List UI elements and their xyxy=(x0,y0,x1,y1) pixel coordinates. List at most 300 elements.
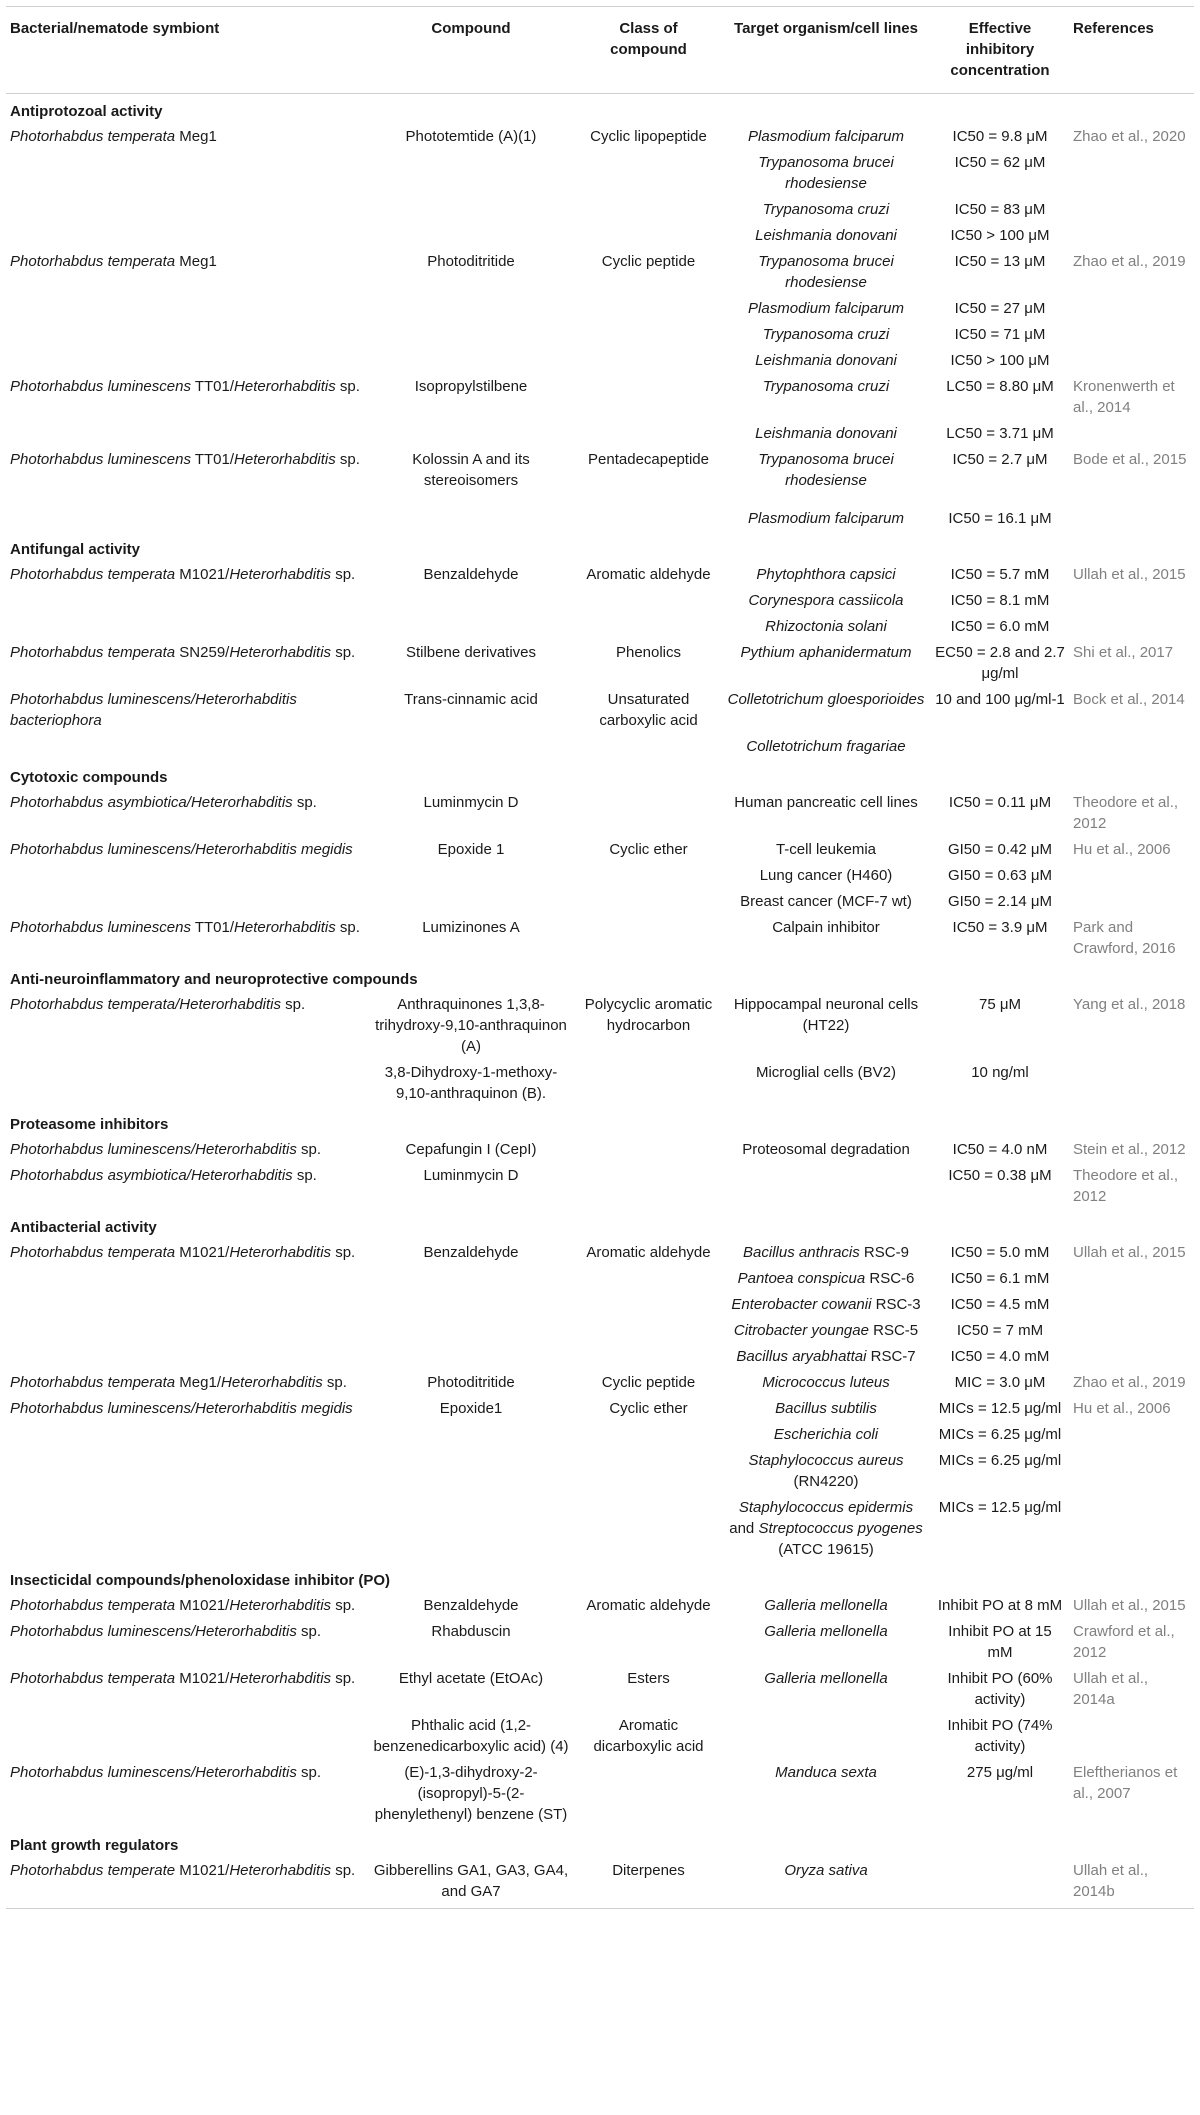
concentration-cell: GI50 = 2.14 μM xyxy=(947,893,1053,910)
symbiont-cell xyxy=(6,374,366,421)
reference-cell: Zhao et al., 2019 xyxy=(1073,253,1186,270)
reference-cell: Ullah et al., 2015 xyxy=(1073,1244,1186,1261)
header-concentration: Effective inhibitory concentration xyxy=(931,7,1069,94)
text-run: Heterorhabditis xyxy=(229,1244,332,1261)
text-run: Photorhabdus temperata xyxy=(10,253,176,270)
table-row xyxy=(6,837,1194,863)
section-title: Plant growth regulators xyxy=(10,1837,179,1854)
table-row xyxy=(6,1292,1194,1318)
symbiont-cell xyxy=(6,1495,366,1563)
section-title: Insecticidal compounds/phenoloxidase inhibitor (PO) xyxy=(10,1572,391,1589)
symbiont-cell xyxy=(6,790,366,837)
reference-cell xyxy=(1069,296,1194,322)
reference-cell xyxy=(1069,1060,1194,1107)
compound-cell: Cepafungin I (CepI) xyxy=(405,1141,537,1158)
concentration-cell: MICs = 6.25 μg/ml xyxy=(938,1452,1062,1469)
target-cell xyxy=(721,1344,931,1370)
target-cell xyxy=(721,1593,931,1619)
symbiont-cell xyxy=(6,837,366,863)
text-run: Phytophthora capsici xyxy=(756,566,896,583)
text-run: Plasmodium falciparum xyxy=(748,510,904,527)
text-run: Heterorhabditis xyxy=(229,644,332,661)
text-run: sp. xyxy=(335,919,360,936)
text-run: Photorhabdus asymbiotica/Heterorhabditis xyxy=(10,1167,293,1184)
class-cell xyxy=(576,1619,721,1666)
table-row xyxy=(6,734,1194,760)
compound-cell xyxy=(366,1344,576,1370)
text-run: Colletotrichum gloesporioides xyxy=(727,691,925,708)
table-row xyxy=(6,588,1194,614)
symbiont-cell xyxy=(6,150,366,197)
text-run: Galleria mellonella xyxy=(764,1670,888,1687)
text-run: RSC-7 xyxy=(866,1348,916,1365)
table-row xyxy=(6,1593,1194,1619)
table-row xyxy=(6,1240,1194,1266)
reference-cell: Ullah et al., 2014b xyxy=(1069,1858,1194,1909)
symbiont-cell xyxy=(6,197,366,223)
section-title: Antiprotozoal activity xyxy=(10,103,163,120)
text-run: Trypanosoma brucei rhodesiense xyxy=(758,253,894,291)
concentration-cell: IC50 = 0.11 μM xyxy=(948,794,1052,811)
reference-cell: Zhao et al., 2019 xyxy=(1073,1374,1186,1391)
concentration-cell: IC50 = 2.7 μM xyxy=(952,451,1048,468)
concentration-cell: GI50 = 0.42 μM xyxy=(947,841,1053,858)
reference-cell xyxy=(1069,889,1194,915)
concentration-cell: IC50 = 4.0 nM xyxy=(952,1141,1048,1158)
compound-cell xyxy=(366,588,576,614)
table-row xyxy=(6,640,1194,687)
table-row xyxy=(6,197,1194,223)
target-cell xyxy=(721,915,931,962)
text-run: Photorhabdus temperata xyxy=(10,566,176,583)
target-cell xyxy=(721,1619,931,1666)
section-title: Antibacterial activity xyxy=(10,1219,157,1236)
text-run: Galleria mellonella xyxy=(764,1623,888,1640)
compound-cell: Ethyl acetate (EtOAc) xyxy=(398,1670,544,1687)
table-row xyxy=(6,348,1194,374)
symbiont-cell xyxy=(6,889,366,915)
concentration-cell: LC50 = 3.71 μM xyxy=(946,425,1054,442)
text-run: Photorhabdus temperata xyxy=(10,1670,176,1687)
reference-cell xyxy=(1069,150,1194,197)
reference-cell: Kronenwerth et al., 2014 xyxy=(1073,378,1175,416)
reference-cell xyxy=(1069,1448,1194,1495)
target-cell xyxy=(721,296,931,322)
text-run: Microglial cells (BV2) xyxy=(755,1064,897,1081)
reference-cell xyxy=(1069,348,1194,374)
concentration-cell: 10 ng/ml xyxy=(971,1064,1029,1081)
compound-cell: Epoxide1 xyxy=(439,1400,503,1417)
class-cell xyxy=(576,1163,721,1210)
class-cell xyxy=(576,588,721,614)
text-run: sp. xyxy=(331,644,356,661)
compound-cell xyxy=(366,150,576,197)
table-row xyxy=(6,1858,1194,1909)
symbiont-cell xyxy=(6,1396,366,1422)
reference-cell xyxy=(1069,863,1194,889)
table-row xyxy=(6,1422,1194,1448)
class-cell xyxy=(576,197,721,223)
reference-cell: Ullah et al., 2014a xyxy=(1073,1670,1149,1708)
table-row xyxy=(6,992,1194,1060)
text-run: sp. xyxy=(292,1167,317,1184)
text-run: Photorhabdus temperata xyxy=(10,644,176,661)
text-run: M1021/ xyxy=(175,1862,230,1879)
text-run: Corynespora cassiicola xyxy=(748,592,904,609)
reference-cell xyxy=(1069,322,1194,348)
text-run: Photorhabdus temperata xyxy=(10,128,176,145)
section-title: Proteasome inhibitors xyxy=(10,1116,169,1133)
text-run: Enterobacter cowanii xyxy=(731,1296,872,1313)
concentration-cell: 75 μM xyxy=(979,996,1021,1013)
reference-cell: Ullah et al., 2015 xyxy=(1073,1597,1186,1614)
compound-cell: Phthalic acid (1,2-benzenedicarboxylic acid) (4) xyxy=(373,1717,569,1755)
section-title: Anti-neuroinflammatory and neuroprotective compounds xyxy=(10,971,418,988)
compound-cell xyxy=(366,223,576,249)
table-row xyxy=(6,494,1194,532)
concentration-cell: IC50 > 100 μM xyxy=(950,227,1050,244)
class-cell xyxy=(576,296,721,322)
class-cell xyxy=(576,421,721,447)
text-run: RSC-6 xyxy=(865,1270,915,1287)
text-run: sp. xyxy=(281,996,306,1013)
target-cell xyxy=(721,1760,931,1828)
table-row xyxy=(6,1448,1194,1495)
concentration-cell: IC50 = 3.9 μM xyxy=(952,919,1048,936)
text-run: RSC-9 xyxy=(859,1244,909,1261)
class-cell xyxy=(576,1137,721,1163)
text-run: Heterorhabditis xyxy=(234,378,336,395)
symbiont-cell xyxy=(6,992,366,1060)
header-class: Class of compound xyxy=(576,7,721,94)
concentration-cell: MIC = 3.0 μM xyxy=(954,1374,1046,1391)
symbiont-cell xyxy=(6,734,366,760)
target-cell xyxy=(721,421,931,447)
compounds-table xyxy=(6,6,1194,1909)
compound-cell: Lumizinones A xyxy=(422,919,520,936)
symbiont-cell xyxy=(6,1163,366,1210)
target-cell xyxy=(721,1163,931,1210)
concentration-cell: IC50 = 6.0 mM xyxy=(950,618,1050,635)
concentration-cell: EC50 = 2.8 and 2.7 μg/ml xyxy=(935,644,1065,682)
class-cell: Aromatic aldehyde xyxy=(586,1244,711,1261)
class-cell xyxy=(576,889,721,915)
symbiont-cell xyxy=(6,1858,366,1909)
text-run: sp. xyxy=(296,1764,322,1781)
text-run: sp. xyxy=(296,1623,322,1640)
class-cell: Phenolics xyxy=(615,644,682,661)
symbiont-cell xyxy=(6,1760,366,1828)
table-row xyxy=(6,1266,1194,1292)
concentration-cell: IC50 = 27 μM xyxy=(954,300,1046,317)
symbiont-cell xyxy=(6,447,366,494)
target-cell xyxy=(721,734,931,760)
compound-cell: Photoditritide xyxy=(427,253,515,270)
text-run: TT01/ xyxy=(190,378,235,395)
concentration-cell: IC50 = 71 μM xyxy=(954,326,1046,343)
text-run: Manduca sexta xyxy=(775,1764,877,1781)
compound-cell xyxy=(366,197,576,223)
concentration-cell: Inhibit PO (74% activity) xyxy=(947,1717,1053,1755)
text-run: Heterorhabditis xyxy=(220,1374,323,1391)
reference-cell: Theodore et al., 2012 xyxy=(1073,794,1179,832)
header-references: References xyxy=(1069,7,1194,94)
symbiont-cell xyxy=(6,863,366,889)
table-body xyxy=(6,94,1194,1909)
text-run: RSC-3 xyxy=(871,1296,921,1313)
table-row xyxy=(6,889,1194,915)
reference-cell: Ullah et al., 2015 xyxy=(1073,566,1186,583)
concentration-cell: IC50 = 7 mM xyxy=(956,1322,1044,1339)
concentration-cell: IC50 = 13 μM xyxy=(954,253,1046,270)
target-cell xyxy=(721,1422,931,1448)
text-run: Leishmania donovani xyxy=(755,425,897,442)
symbiont-cell xyxy=(6,1619,366,1666)
class-cell xyxy=(576,374,721,421)
text-run: sp. xyxy=(331,1597,356,1614)
class-cell: Cyclic peptide xyxy=(601,253,696,270)
symbiont-cell xyxy=(6,1593,366,1619)
text-run: Bacillus aryabhattai xyxy=(736,1348,867,1365)
target-cell xyxy=(721,447,931,494)
table-row xyxy=(6,296,1194,322)
compound-cell xyxy=(366,1318,576,1344)
class-cell: Cyclic ether xyxy=(609,841,688,858)
text-run: Photorhabdus temperata xyxy=(10,1374,176,1391)
table-row xyxy=(6,124,1194,150)
symbiont-cell xyxy=(6,1666,366,1713)
text-run: Pythium aphanidermatum xyxy=(740,644,912,661)
section-header-row xyxy=(6,1210,1194,1240)
class-cell: Cyclic lipopeptide xyxy=(590,128,707,145)
table-header xyxy=(6,7,1194,94)
section-header-row xyxy=(6,94,1194,125)
class-cell xyxy=(576,1292,721,1318)
compound-cell: Rhabduscin xyxy=(431,1623,511,1640)
section-header-row xyxy=(6,760,1194,790)
text-run: Oryza sativa xyxy=(784,1862,868,1879)
text-run: sp. xyxy=(335,451,360,468)
text-run: Photorhabdus luminescens/Heterorhabditis bacteriophora xyxy=(10,691,297,729)
table-row xyxy=(6,249,1194,296)
reference-cell: Shi et al., 2017 xyxy=(1073,644,1174,661)
compound-cell: Epoxide 1 xyxy=(437,841,505,858)
table-row xyxy=(6,1760,1194,1828)
symbiont-cell xyxy=(6,1240,366,1266)
concentration-cell: 10 and 100 μg/ml-1 xyxy=(935,691,1065,708)
text-run: Plasmodium falciparum xyxy=(748,128,904,145)
reference-cell: Bock et al., 2014 xyxy=(1073,691,1185,708)
reference-cell xyxy=(1069,1266,1194,1292)
concentration-cell: IC50 = 8.1 mM xyxy=(950,592,1050,609)
compound-cell: Benzaldehyde xyxy=(423,1597,519,1614)
reference-cell xyxy=(1069,1422,1194,1448)
section-header-row xyxy=(6,1563,1194,1593)
class-cell xyxy=(576,150,721,197)
text-run: RSC-5 xyxy=(868,1322,919,1339)
target-cell xyxy=(721,197,931,223)
text-run: Photorhabdus luminescens/Heterorhabditis xyxy=(10,1623,297,1640)
class-cell xyxy=(576,790,721,837)
text-run: Trypanosoma brucei rhodesiense xyxy=(758,451,894,489)
target-cell xyxy=(721,863,931,889)
symbiont-cell xyxy=(6,348,366,374)
concentration-cell: Inhibit PO (60% activity) xyxy=(947,1670,1053,1708)
text-run: SN259/ xyxy=(175,644,230,661)
symbiont-cell xyxy=(6,249,366,296)
text-run: Photorhabdus temperata xyxy=(10,1597,176,1614)
symbiont-cell xyxy=(6,562,366,588)
target-cell xyxy=(721,687,931,734)
class-cell: Polycyclic aromatic hydrocarbon xyxy=(584,996,713,1034)
reference-cell xyxy=(1069,421,1194,447)
compound-cell xyxy=(366,1292,576,1318)
concentration-cell: 275 μg/ml xyxy=(966,1764,1034,1781)
text-run: Heterorhabditis xyxy=(229,1862,332,1879)
compound-cell xyxy=(366,494,576,532)
target-cell xyxy=(721,1858,931,1909)
text-run: Meg1/ xyxy=(175,1374,221,1391)
table-row xyxy=(6,1495,1194,1563)
compound-cell: Benzaldehyde xyxy=(423,566,519,583)
reference-cell: Hu et al., 2006 xyxy=(1073,1400,1171,1417)
text-run: Plasmodium falciparum xyxy=(748,300,904,317)
class-cell xyxy=(576,1318,721,1344)
class-cell xyxy=(576,915,721,962)
section-title: Antifungal activity xyxy=(10,541,141,558)
reference-cell xyxy=(1069,494,1194,532)
target-cell xyxy=(721,322,931,348)
concentration-cell: MICs = 6.25 μg/ml xyxy=(938,1426,1062,1443)
concentration-cell xyxy=(931,1858,1069,1909)
symbiont-cell xyxy=(6,1713,366,1760)
text-run: Human pancreatic cell lines xyxy=(734,794,918,811)
target-cell xyxy=(721,1448,931,1495)
text-run: Photorhabdus temperate xyxy=(10,1862,176,1879)
text-run: Pantoea conspicua xyxy=(737,1270,866,1287)
table-row xyxy=(6,1713,1194,1760)
text-run: sp. xyxy=(292,794,317,811)
target-cell xyxy=(721,494,931,532)
reference-cell: Park and Crawford, 2016 xyxy=(1073,919,1176,957)
symbiont-cell xyxy=(6,1060,366,1107)
concentration-cell: GI50 = 0.63 μM xyxy=(947,867,1053,884)
table-row xyxy=(6,1163,1194,1210)
class-cell xyxy=(576,1344,721,1370)
table-row xyxy=(6,790,1194,837)
table-row xyxy=(6,374,1194,421)
text-run: M1021/ xyxy=(175,1244,230,1261)
section-header-row xyxy=(6,532,1194,562)
compound-cell xyxy=(366,863,576,889)
text-run: Heterorhabditis xyxy=(234,919,336,936)
text-run: Photorhabdus luminescens xyxy=(10,378,191,395)
text-run: Hippocampal neuronal cells (HT22) xyxy=(733,996,919,1034)
class-cell xyxy=(576,1266,721,1292)
concentration-cell: MICs = 12.5 μg/ml xyxy=(938,1400,1062,1417)
text-run: Heterorhabditis xyxy=(234,451,336,468)
text-run: Staphylococcus epidermis xyxy=(738,1499,914,1516)
text-run: Meg1 xyxy=(175,128,217,145)
text-run: Photorhabdus temperata xyxy=(10,1244,176,1261)
text-run: Trypanosoma cruzi xyxy=(762,378,890,395)
target-cell xyxy=(721,348,931,374)
concentration-cell: Inhibit PO at 15 mM xyxy=(948,1623,1052,1661)
header-target: Target organism/cell lines xyxy=(721,7,931,94)
class-cell xyxy=(576,1760,721,1828)
text-run: Escherichia coli xyxy=(773,1426,879,1443)
reference-cell xyxy=(1069,1713,1194,1760)
target-cell xyxy=(721,562,931,588)
table-row xyxy=(6,223,1194,249)
table-row xyxy=(6,1344,1194,1370)
symbiont-cell xyxy=(6,1344,366,1370)
reference-cell: Zhao et al., 2020 xyxy=(1073,128,1186,145)
class-cell: Diterpenes xyxy=(576,1858,721,1909)
class-cell: Pentadecapeptide xyxy=(588,451,709,468)
text-run: (ATCC 19615) xyxy=(778,1541,874,1558)
text-run: and xyxy=(729,1520,759,1537)
reference-cell: Yang et al., 2018 xyxy=(1073,996,1186,1013)
text-run: Bacillus subtilis xyxy=(775,1400,877,1417)
table-row xyxy=(6,1396,1194,1422)
concentration-cell: IC50 = 83 μM xyxy=(954,201,1046,218)
compound-cell: (E)-1,3-dihydroxy-2-(isopropyl)-5-(2-phenylethenyl) benzene (ST) xyxy=(374,1764,568,1823)
concentration-cell: IC50 = 62 μM xyxy=(954,154,1046,171)
reference-cell xyxy=(1069,1495,1194,1563)
concentration-cell: IC50 = 4.0 mM xyxy=(950,1348,1050,1365)
compound-cell: Trans-cinnamic acid xyxy=(404,691,538,708)
text-run: Photorhabdus luminescens/Heterorhabditis xyxy=(10,1764,297,1781)
symbiont-cell xyxy=(6,640,366,687)
target-cell xyxy=(721,992,931,1060)
target-cell xyxy=(721,124,931,150)
text-run: Heterorhabditis xyxy=(229,1670,332,1687)
class-cell xyxy=(576,223,721,249)
reference-cell xyxy=(1069,1292,1194,1318)
table-row xyxy=(6,150,1194,197)
text-run: Streptococcus pyogenes xyxy=(758,1520,923,1537)
target-cell xyxy=(721,1666,931,1713)
text-run: sp. xyxy=(331,566,356,583)
target-cell xyxy=(721,614,931,640)
compound-cell: Luminmycin D xyxy=(423,1167,519,1184)
reference-cell: Stein et al., 2012 xyxy=(1073,1141,1186,1158)
concentration-cell: MICs = 12.5 μg/ml xyxy=(938,1499,1062,1516)
header-symbiont: Bacterial/nematode symbiont xyxy=(6,7,366,94)
class-cell: Aromatic dicarboxylic acid xyxy=(593,1717,704,1755)
header-compound: Compound xyxy=(366,7,576,94)
text-run: Bacillus anthracis xyxy=(743,1244,860,1261)
text-run: Micrococcus luteus xyxy=(762,1374,890,1391)
table-row xyxy=(6,687,1194,734)
target-cell xyxy=(721,374,931,421)
symbiont-cell xyxy=(6,223,366,249)
section-header-row xyxy=(6,1828,1194,1858)
symbiont-cell xyxy=(6,1137,366,1163)
class-cell xyxy=(576,494,721,532)
text-run: M1021/ xyxy=(175,1670,230,1687)
text-run: sp. xyxy=(331,1244,356,1261)
text-run: M1021/ xyxy=(175,1597,230,1614)
target-cell xyxy=(721,1292,931,1318)
class-cell xyxy=(576,734,721,760)
text-run: Photorhabdus luminescens/Heterorhabditis megidis xyxy=(10,841,353,858)
target-cell xyxy=(721,1396,931,1422)
compound-cell xyxy=(366,734,576,760)
concentration-cell: IC50 > 100 μM xyxy=(950,352,1050,369)
text-run: Meg1 xyxy=(175,253,217,270)
